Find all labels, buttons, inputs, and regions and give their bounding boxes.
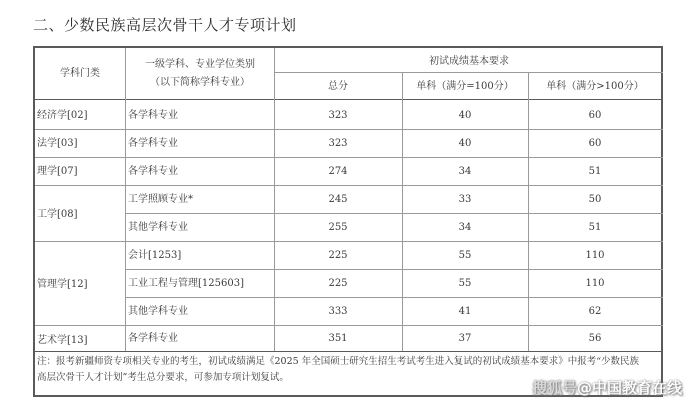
- row-line: [35, 241, 663, 242]
- single-100-cell: 55: [458, 278, 472, 289]
- single-over-100-cell: 62: [588, 306, 602, 317]
- category-cell: 艺术学[13]: [37, 335, 88, 346]
- single-100-cell: 40: [458, 110, 472, 121]
- header-discipline-line1: 一级学科、专业学位类别: [145, 59, 255, 70]
- single-100-cell: 33: [458, 194, 472, 205]
- column-line: [274, 48, 275, 351]
- row-line: [35, 129, 663, 130]
- major-cell: 其他学科专业: [128, 222, 188, 233]
- header-divider-line: [274, 72, 663, 73]
- score-requirements-table: [33, 46, 663, 397]
- header-discipline-line2: （以下简称学科专业）: [150, 77, 250, 88]
- watermark: [532, 377, 682, 398]
- single-over-100-cell: 110: [585, 250, 605, 261]
- major-cell: 各学科专业: [128, 333, 178, 344]
- header-bottom-line: [35, 99, 663, 100]
- watermark-prefix: 搜狐号: [531, 379, 577, 397]
- single-100-cell: 55: [458, 250, 472, 261]
- column-line: [528, 72, 529, 351]
- category-cell: 法学[03]: [37, 138, 78, 149]
- column-line: [402, 72, 403, 351]
- major-cell: 工学照顾专业*: [128, 194, 193, 205]
- page-heading: 二、少数民族高层次骨干人才专项计划: [33, 16, 297, 34]
- single-over-100-cell: 51: [588, 166, 602, 177]
- total-score-cell: 225: [328, 278, 348, 289]
- single-over-100-cell: 110: [585, 278, 605, 289]
- total-score-cell: 274: [328, 166, 348, 177]
- single-100-cell: 34: [458, 166, 472, 177]
- table-bottom-line: [35, 351, 663, 352]
- single-100-cell: 34: [458, 222, 472, 233]
- major-cell: 会计[1253]: [128, 250, 182, 261]
- row-line: [125, 297, 663, 298]
- single-100-cell: 37: [458, 333, 472, 344]
- single-over-100-cell: 60: [588, 110, 602, 121]
- major-cell: 各学科专业: [128, 138, 178, 149]
- row-line: [125, 213, 663, 214]
- single-over-100-cell: 50: [588, 194, 602, 205]
- total-score-cell: 351: [328, 333, 348, 344]
- total-score-cell: 255: [328, 222, 348, 233]
- category-cell: 管理学[12]: [37, 279, 88, 290]
- single-100-cell: 41: [458, 306, 472, 317]
- total-score-cell: 323: [328, 138, 348, 149]
- row-line: [35, 325, 663, 326]
- header-subject-category: 学科门类: [60, 68, 100, 79]
- total-score-cell: 323: [328, 110, 348, 121]
- single-100-cell: 40: [458, 138, 472, 149]
- category-cell: 经济学[02]: [37, 110, 88, 121]
- row-line: [35, 185, 663, 186]
- header-total: 总分: [328, 81, 348, 92]
- header-requirements: 初试成绩基本要求: [429, 56, 509, 67]
- major-cell: 其他学科专业: [128, 306, 188, 317]
- single-over-100-cell: 60: [588, 138, 602, 149]
- total-score-cell: 245: [328, 194, 348, 205]
- major-cell: 工业工程与管理[125603]: [128, 278, 244, 289]
- header-single-100: 单科（满分=100分）: [416, 81, 514, 92]
- single-over-100-cell: 56: [588, 333, 602, 344]
- watermark-text: @中国教育在线: [576, 379, 682, 397]
- row-line: [125, 269, 663, 270]
- total-score-cell: 333: [328, 306, 348, 317]
- single-over-100-cell: 51: [588, 222, 602, 233]
- category-cell: 工学[08]: [37, 209, 78, 220]
- total-score-cell: 225: [328, 250, 348, 261]
- major-cell: 各学科专业: [128, 110, 178, 121]
- column-line: [125, 48, 126, 351]
- header-single-over-100: 单科（满分>100分）: [546, 81, 644, 92]
- major-cell: 各学科专业: [128, 166, 178, 177]
- row-line: [35, 157, 663, 158]
- category-cell: 理学[07]: [37, 166, 78, 177]
- table-footnote: 注：报考新疆师资专项相关专业的考生，初试成绩满足《2025 年全国硕士研究生招生考试考生进入复试的初试成绩基本要求》中报考“少数民族高层次骨干人才计划”考生总分要求，可参加专项计划复试。: [37, 356, 640, 383]
